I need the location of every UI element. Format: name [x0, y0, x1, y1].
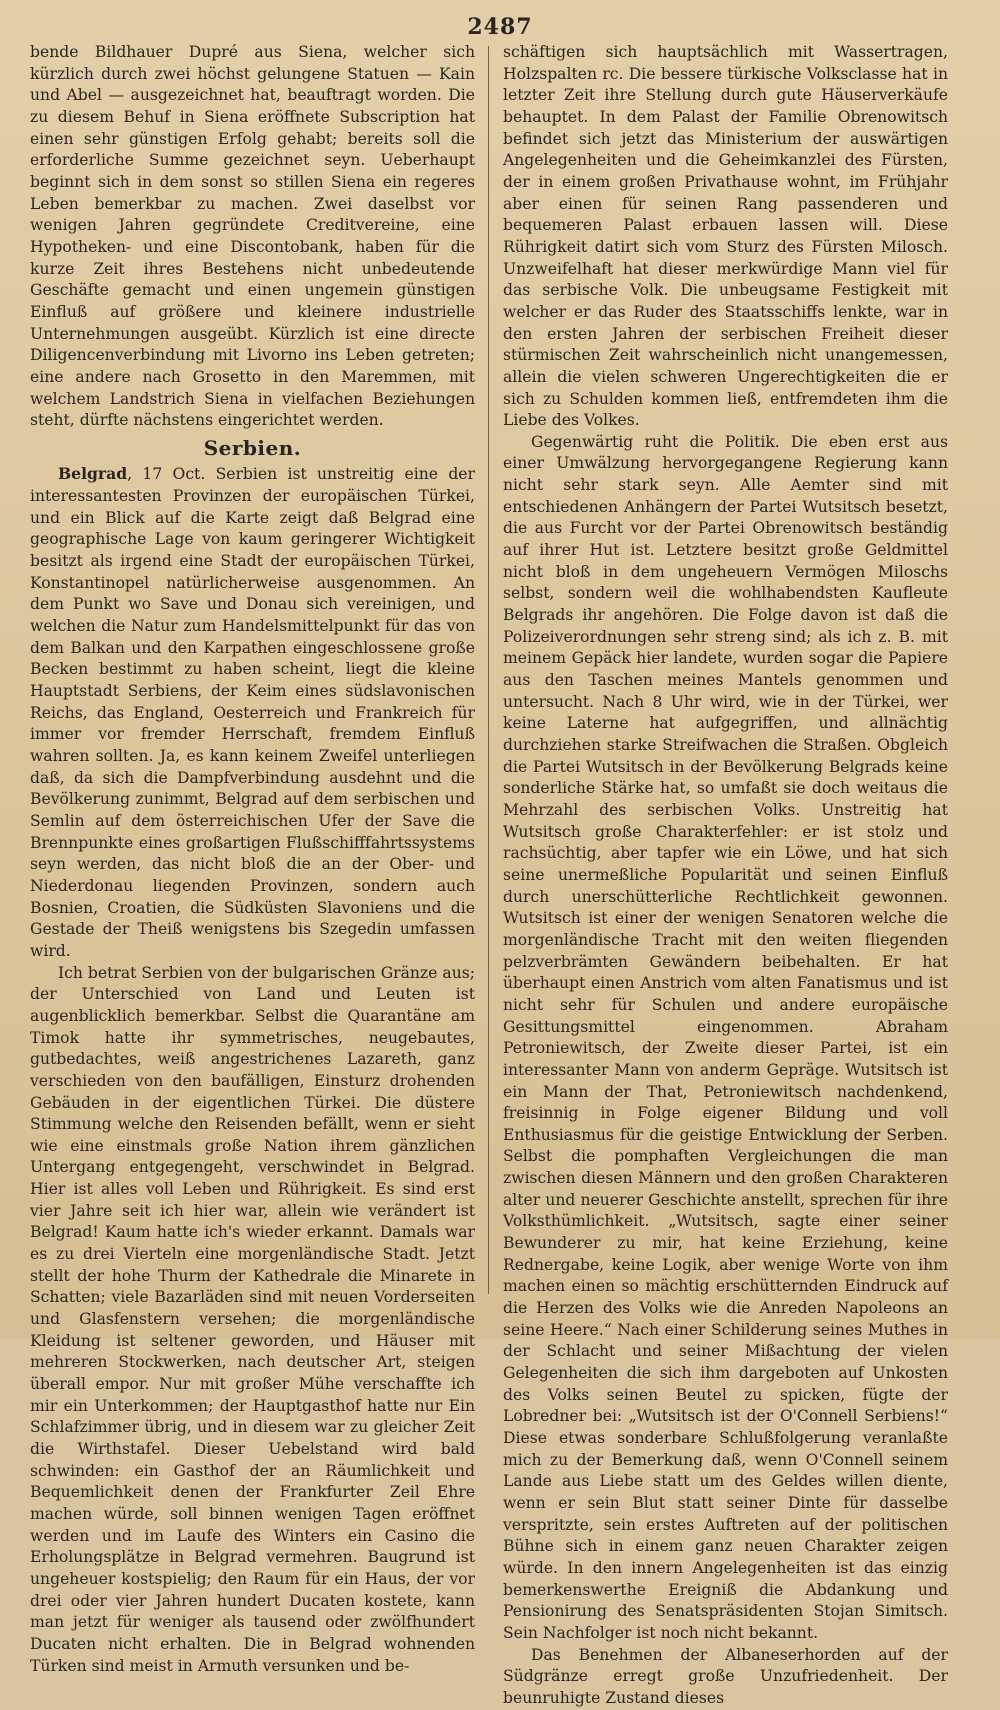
article-belgrad-paragraph: Ich betrat Serbien von der bulgarischen Gränze aus; der Unterschied von Land und Leuten ist augenblicklich bemerkbar. Selbst die Quarantäne am Timok hatte ihr symmetrisches, neugebautes, gutbedachtes, weiß angestrichenes Lazareth, ganz verschieden von den baufälligen, Einsturz drohenden Gebäuden in der eigentlichen Türkei. Die düstere Stimmung welche den Reisenden befällt, wenn er sieht wie eine einstmals große Nation ihrem gänzlichen Untergang entgegengeht, verschwindet in Belgrad. Hier ist alles voll Leben und Rührigkeit. Es sind erst vier Jahre seit ich hier war, allein wie verändert ist Belgrad! Kaum hatte ich's wieder erkannt. Damals war es zu drei Vierteln eine morgenländische Stadt. Jetzt stellt der hohe Thurm der Kathedrale die Minarete in Schatten; viele Bazarläden sind mit neuen Vorderseiten und Glasfenstern versehen; die morgenländische Kleidung ist seltener geworden, und Häuser mit mehreren Stockwerken, nach deutscher Art, steigen überall empor. Nur mit großer Mühe verschaffte ich mir ein Unterkommen; der Hauptgasthof hatte nur Ein Schlafzimmer übrig, und in diesem war zu gleicher Zeit die Wirthstafel. Dieser Uebelstand wird bald schwinden: ein Gasthof der an Räumlichkeit und Bequemlichkeit denen der Frankfurter Zeil Ehre machen würde, soll binnen wenigen Tagen eröffnet werden und im Laufe des Winters ein Casino die Erholungsplätze in Belgrad vermehren. Baugrund ist ungeheuer kostspielig; den Raum für ein Haus, der vor drei oder vier Jahren hundert Ducaten kostete, kann man jetzt für weniger als tausend oder zwölfhundert Ducaten nicht erhalten. Die in Belgrad wohnenden Türken sind meist in Armuth versunken und be-	[30, 963, 475, 1675]
article-politics-paragraph: Gegenwärtig ruht die Politik. Die eben erst aus einer Umwälzung hervorgegangene Regierung kann nicht sehr stark seyn. Alle Aemter sind mit entschiedenen Anhängern der Partei Wutsitsch besetzt, die aus Furcht vor der Partei Obrenowitsch beständig auf ihrer Hut ist. Letztere besitzt große Geldmittel nicht bloß in dem ungeheuern Vermögen Miloschs selbst, sondern weil die wohlhabendsten Kaufleute Belgrads ihr angehören. Die Folge davon ist daß die Polizeiverordnungen sehr streng sind; als ich z. B. mit meinem Gepäck hier landete, wurden sogar die Papiere aus den Taschen meines Mantels genommen und untersucht. Nach 8 Uhr wird, wie in der Türkei, wer keine Laterne hat aufgegriffen, und allnächtig durchziehen starke Streifwachen die Straßen. Obgleich die Partei Wutsitsch in der Bevölkerung Belgrads keine sonderliche Stärke hat, so umfaßt sie doch weitaus die Mehrzahl des serbischen Volks. Unstreitig hat Wutsitsch große Charakterfehler: er ist stolz und rachsüchtig, aber tapfer wie ein Löwe, und hat sich seine unermeßliche Popularität und seinen Einfluß durch unerschütterliche Rechtlichkeit gewonnen. Wutsitsch ist einer der wenigen Senatoren welche die morgenländische Tracht mit den weiten fliegenden pelzverbrämten Gewändern beibehalten. Er hat überhaupt einen Anstrich vom alten Fanatismus und ist nicht sehr für Schulen und andere europäische Gesittungsmittel eingenommen. Abraham Petroniewitsch, der Zweite dieser Partei, ist ein interessanter Mann von anderm Gepräge. Wutsitsch ist ein Mann der That, Petroniewitsch nachdenkend, freisinnig in Folge eigener Bildung und voll Enthusiasmus für die geistige Entwicklung der Serben. Selbst die pomphaften Vergleichungen die man zwischen diesen Männern und den großen Charakteren alter und neuerer Geschichte anstellt, sprechen für ihre Volksthümlichkeit. „Wutsitsch, sagte einer seiner Bewunderer zu mir, hat keine Erziehung, keine Rednergabe, keine Logik, aber wenige Worte von ihm machen einen so mächtig erschütternden Eindruck auf die Herzen des Volks wie die Anreden Napoleons an seine Heere.“ Nach einer Schilderung seines Muthes in der Schlacht und seiner Mißachtung der vielen Gelegenheiten die sich ihm dargeboten auf Unkosten des Volks seinen Beutel zu spicken, fügte der Lobredner bei: „Wutsitsch ist der O'Connell Serbiens!“ Diese etwas sonderbare Schlußfolgerung veranlaßte mich zu der Bemerkung daß, wenn O'Connell seinem Lande aus Liebe statt um des Geldes willen diente, wenn er sein Blut statt seiner Dinte für dasselbe verspritzte, sein erstes Auftreten auf der politischen Bühne sich in einem ganz neuen Charakter zeigen würde. In den innern Angelegenheiten ist das einzig bemerkenswerthe Ereigniß die Abdankung und Pensionirung des Senatspräsidenten Stojan Simitsch. Sein Nachfolger ist noch nicht bekannt.	[503, 432, 948, 1642]
column-divider	[488, 46, 489, 1294]
section-title: Serbien.	[203, 435, 302, 460]
right-column	[503, 42, 948, 1710]
paragraph-text: Serbien ist unstreitig eine der interessantesten Provinzen der europäischen Türkei, und ein Blick auf die Karte zeigt daß Belgrad eine geographische Lage von kaum geringerer Wichtigkeit besitzt als irgend eine Stadt der europäischen Türkei, Konstantinopel natürlicherweise ausgenommen. An dem Punkt wo Save und Donau sich vereinigen, und welchen die Natur zum Handelsmittelpunkt für das von dem Balkan und den Karpathen eingeschlossene große Becken bestimmt zu haben scheint, liegt die kleine Hauptstadt Serbiens, der Keim eines südslavonischen Reichs, das England, Oesterreich und Frankreich für immer vor fremder Herrschaft, fremdem Einfluß wahren sollten. Ja, es kann keinem Zweifel unterliegen daß, da sich die Dampfverbindung ausdehnt und die Bevölkerung zunimmt, Belgrad auf dem serbischen und Semlin auf dem österreichischen Ufer der Save die Brennpunkte eines großartigen Flußschifffahrtssystems seyn werden, das nicht bloß die an der Ober- und Niederdonau liegenden Provinzen, sondern auch Bosnien, Croatien, die Südküsten Slavoniens und die Gestade der Theiß wenigstens bis Szegedin umfassen wird.	[30, 465, 475, 960]
article-belgrad-continuation: schäftigen sich hauptsächlich mit Wassertragen, Holzspalten rc. Die bessere türkische Volksclasse hat in letzter Zeit ihre Stellung durch gute Häuserverkäufe behauptet. In dem Palast der Familie Obrenowitsch befindet sich jetzt das Ministerium der auswärtigen Angelegenheiten und die Geheimkanzlei des Fürsten, der in einem großen Privathause wohnt, im Frühjahr aber einen für seinen Rang passenderen und bequemeren Palast erbauen lassen will. Diese Rührigkeit datirt sich vom Sturz des Fürsten Milosch. Unzweifelhaft hat dieser merkwürdige Mann viel für das serbische Volk. Die unbeugsame Festigkeit mit welcher er das Ruder des Staatsschiffs lenkte, war in den ersten Jahren der serbischen Freiheit dieser stürmischen Zeit wahrscheinlich nicht unangemessen, allein die vielen schweren Ungerechtigkeiten die er sich zu Schulden kommen ließ, entfremdeten ihm die Liebe des Volkes.	[503, 43, 948, 430]
left-column	[30, 42, 475, 1677]
article-albanians-paragraph: Das Benehmen der Albaneserhorden auf der Südgränze erregt große Unzufriedenheit. Der beunruhigte Zustand dieses	[503, 1645, 948, 1707]
article-continuation-siena: bende Bildhauer Dupré aus Siena, welcher sich kürzlich durch zwei höchst gelungene Statuen — Kain und Abel — ausgezeichnet hat, beauftragt worden. Die zu diesem Behuf in Siena eröffnete Subscription hat einen sehr günstigen Erfolg gehabt; bereits soll die erforderliche Summe gezeichnet seyn. Ueberhaupt beginnt sich in dem sonst so stillen Siena ein regeres Leben bemerkbar zu machen. Zwei daselbst vor wenigen Jahren gegründete Creditvereine, eine Hypotheken- und eine Discontobank, haben für die kurze Zeit ihres Bestehens nicht unbedeutende Geschäfte gemacht und einen ungemein günstigen Einfluß auf größere und kleinere industrielle Unternehmungen ausgeübt. Kürzlich ist eine directe Diligencenverbindung mit Livorno ins Leben getreten; eine andere nach Grosetto in den Maremmen, mit welchem Landstrich Siena in vielfachen Beziehungen steht, dürfte nächstens eingerichtet werden.	[30, 43, 475, 430]
dateline-place: Belgrad	[58, 464, 128, 484]
dateline-date: , 17 Oct.	[127, 465, 206, 484]
article-belgrad-intro	[30, 463, 475, 962]
page-number: 2487	[467, 14, 533, 40]
